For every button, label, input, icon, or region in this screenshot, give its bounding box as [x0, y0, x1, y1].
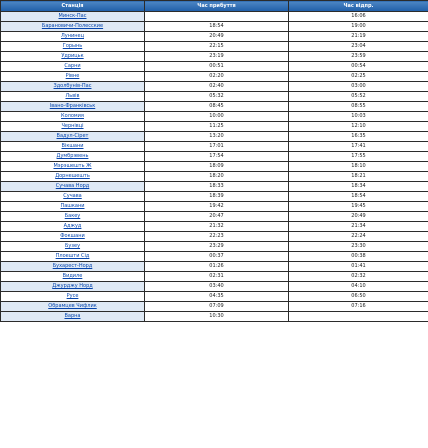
station-link[interactable]: Горынь [1, 42, 145, 52]
table-row [1, 172, 428, 182]
arrival-time: 02:31 [145, 272, 289, 282]
table-row [1, 82, 428, 92]
table-row [1, 242, 428, 252]
arrival-time: 18:39 [145, 192, 289, 202]
header-row [1, 1, 428, 12]
table-row [1, 92, 428, 102]
departure-time: 16:35 [289, 132, 428, 142]
arrival-time: 05:32 [145, 92, 289, 102]
arrival-time: 02:20 [145, 72, 289, 82]
table-row [1, 52, 428, 62]
table-row [1, 302, 428, 312]
station-link[interactable]: Обрамцев Чифлик [1, 302, 145, 312]
departure-time: 03:00 [289, 82, 428, 92]
departure-time: 23:59 [289, 52, 428, 62]
station-link[interactable]: Минск-Пас [1, 12, 145, 22]
departure-time: 19:45 [289, 202, 428, 212]
table-row [1, 42, 428, 52]
station-link[interactable]: Бузеу [1, 242, 145, 252]
table-row [1, 32, 428, 42]
arrival-time: 00:51 [145, 62, 289, 72]
arrival-time: 13:20 [145, 132, 289, 142]
table-row [1, 72, 428, 82]
departure-time [289, 312, 428, 322]
arrival-time: 17:01 [145, 142, 289, 152]
arrival-time: 11:25 [145, 122, 289, 132]
arrival-time: 10:30 [145, 312, 289, 322]
arrival-time: 18:09 [145, 162, 289, 172]
table-row [1, 152, 428, 162]
table-row [1, 312, 428, 322]
departure-time: 18:54 [289, 192, 428, 202]
departure-time: 02:25 [289, 72, 428, 82]
table-row [1, 202, 428, 212]
arrival-time: 18:54 [145, 22, 289, 32]
arrival-time: 22:15 [145, 42, 289, 52]
departure-time: 04:10 [289, 282, 428, 292]
departure-time: 19:00 [289, 22, 428, 32]
header-departure[interactable]: Час відпр. [289, 1, 428, 12]
station-link[interactable]: Рівне [1, 72, 145, 82]
arrival-time: 22:23 [145, 232, 289, 242]
arrival-time: 23:19 [145, 52, 289, 62]
arrival-time: 07:09 [145, 302, 289, 312]
station-link[interactable]: Думбрэвень [1, 152, 145, 162]
station-link[interactable]: Вікшани [1, 142, 145, 152]
departure-time: 07:16 [289, 302, 428, 312]
arrival-time [145, 12, 289, 22]
station-link[interactable]: Удрицьк [1, 52, 145, 62]
arrival-time: 02:40 [145, 82, 289, 92]
departure-time: 18:10 [289, 162, 428, 172]
departure-time: 16:06 [289, 12, 428, 22]
station-link[interactable]: Видиле [1, 272, 145, 282]
table-row [1, 282, 428, 292]
arrival-time: 20:47 [145, 212, 289, 222]
station-link[interactable]: Бакеу [1, 212, 145, 222]
arrival-time: 18:20 [145, 172, 289, 182]
table-row [1, 292, 428, 302]
table-row [1, 272, 428, 282]
arrival-time: 04:35 [145, 292, 289, 302]
table-row [1, 162, 428, 172]
departure-time: 22:24 [289, 232, 428, 242]
station-link[interactable]: Дорнешешть [1, 172, 145, 182]
departure-time: 21:19 [289, 32, 428, 42]
departure-time: 00:54 [289, 62, 428, 72]
table-row [1, 122, 428, 132]
arrival-time: 18:33 [145, 182, 289, 192]
arrival-time: 20:49 [145, 32, 289, 42]
table-row [1, 132, 428, 142]
departure-time: 00:38 [289, 252, 428, 262]
departure-time: 02:32 [289, 272, 428, 282]
station-link[interactable]: Івано-Франківськ [1, 102, 145, 112]
station-link[interactable]: Пашкани [1, 202, 145, 212]
departure-time: 23:30 [289, 242, 428, 252]
departure-time: 18:21 [289, 172, 428, 182]
station-link[interactable]: Сучава Норд [1, 182, 145, 192]
arrival-time: 21:32 [145, 222, 289, 232]
arrival-time: 23:29 [145, 242, 289, 252]
departure-time: 17:55 [289, 152, 428, 162]
table-row [1, 22, 428, 32]
arrival-time: 00:37 [145, 252, 289, 262]
station-link[interactable]: Коломия [1, 112, 145, 122]
arrival-time: 08:45 [145, 102, 289, 112]
table-row [1, 182, 428, 192]
header-arrival[interactable]: Час прибуття [145, 1, 289, 12]
departure-time: 06:50 [289, 292, 428, 302]
station-link[interactable]: Русе [1, 292, 145, 302]
arrival-time: 10:00 [145, 112, 289, 122]
departure-time: 05:52 [289, 92, 428, 102]
station-link[interactable]: Мэрэшешть Ж [1, 162, 145, 172]
station-link[interactable]: Сучава [1, 192, 145, 202]
arrival-time: 19:42 [145, 202, 289, 212]
arrival-time: 03:40 [145, 282, 289, 292]
departure-time: 08:55 [289, 102, 428, 112]
station-link[interactable]: Сарни [1, 62, 145, 72]
table-row [1, 102, 428, 112]
departure-time: 21:34 [289, 222, 428, 232]
station-link[interactable]: Плоешти Сід [1, 252, 145, 262]
table-row [1, 62, 428, 72]
table-row [1, 232, 428, 242]
arrival-time: 17:54 [145, 152, 289, 162]
departure-time: 23:04 [289, 42, 428, 52]
station-link[interactable]: Аджуд [1, 222, 145, 232]
station-link[interactable]: Лунинец [1, 32, 145, 42]
departure-time: 17:41 [289, 142, 428, 152]
table-row [1, 212, 428, 222]
table-row [1, 142, 428, 152]
station-link[interactable]: Здолбунів-Пас [1, 82, 145, 92]
table-row [1, 262, 428, 272]
arrival-time: 01:26 [145, 262, 289, 272]
station-link[interactable]: Вадул-Сірет [1, 132, 145, 142]
station-link[interactable]: Фокшани [1, 232, 145, 242]
station-link[interactable]: Львів [1, 92, 145, 102]
station-link[interactable]: Барановичи-Полесские [1, 22, 145, 32]
departure-time: 18:34 [289, 182, 428, 192]
table-row [1, 252, 428, 262]
table-row [1, 222, 428, 232]
header-station[interactable]: Станція [1, 1, 145, 12]
station-link[interactable]: Чернівці [1, 122, 145, 132]
departure-time: 20:49 [289, 212, 428, 222]
station-link[interactable]: Варна [1, 312, 145, 322]
departure-time: 01:41 [289, 262, 428, 272]
table-row [1, 112, 428, 122]
table-row [1, 12, 428, 22]
departure-time: 12:10 [289, 122, 428, 132]
departure-time: 10:03 [289, 112, 428, 122]
station-link[interactable]: Бухарест-Норд [1, 262, 145, 272]
table-row [1, 192, 428, 202]
station-link[interactable]: Джурджу Норд [1, 282, 145, 292]
